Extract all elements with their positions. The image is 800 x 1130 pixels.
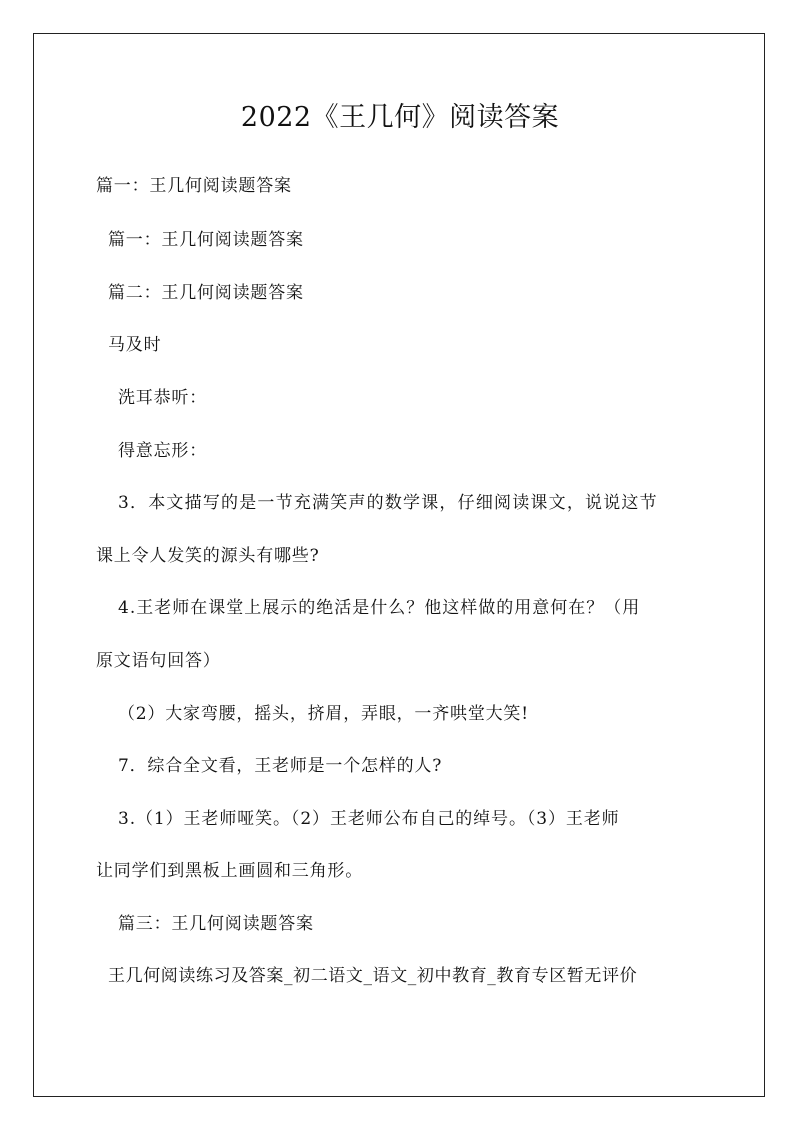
text-line-9: 4.王老师在课堂上展示的绝活是什么？他这样做的用意何在？（用 [118,598,641,618]
text-line-1: 篇一：王几何阅读题答案 [96,176,292,196]
document-title: 2022《王几何》阅读答案 [240,102,560,133]
text-line-13: 3.（1）王老师哑笑。（2）王老师公布自己的绰号。（3）王老师 [118,809,620,829]
text-line-5: 洗耳恭听： [118,388,207,408]
text-line-15: 篇三：王几何阅读题答案 [118,914,314,934]
text-line-16: 王几何阅读练习及答案_初二语文_语文_初中教育_教育专区暂无评价 [108,966,638,986]
text-line-6: 得意忘形： [118,441,207,461]
text-line-3: 篇二：王几何阅读题答案 [108,283,304,303]
text-line-14: 让同学们到黑板上画圆和三角形。 [96,861,363,881]
text-line-4: 马及时 [108,335,162,355]
text-line-8: 课上令人发笑的源头有哪些? [96,546,320,566]
text-line-12: 7．综合全文看，王老师是一个怎样的人? [118,756,443,776]
text-line-10: 原文语句回答） [96,651,221,671]
text-line-11: （2）大家弯腰，摇头，挤眉，弄眼，一齐哄堂大笑! [118,704,529,724]
text-line-2: 篇一：王几何阅读题答案 [108,230,304,250]
text-line-7: 3．本文描写的是一节充满笑声的数学课，仔细阅读课文，说说这节 [118,493,658,513]
